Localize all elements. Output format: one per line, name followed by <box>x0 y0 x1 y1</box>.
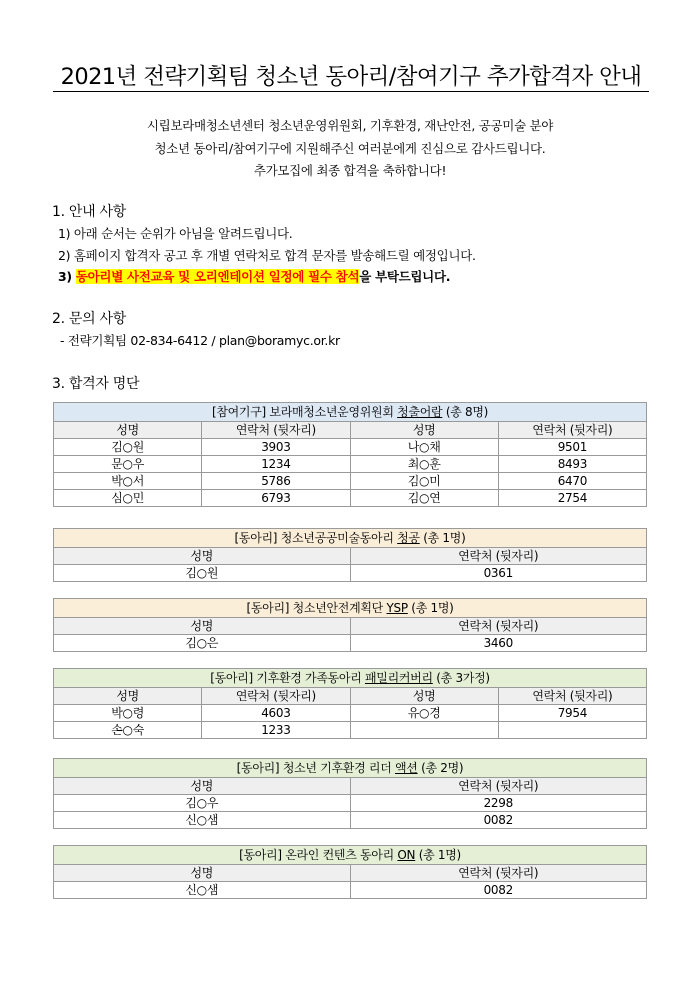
table-caption: [동아리] 기후환경 가족동아리 패밀리커버리 (총 3가정) <box>54 669 647 688</box>
table-row <box>54 882 647 899</box>
contact-cell: 9501 <box>498 439 646 456</box>
column-header-name: 성명 <box>54 778 351 795</box>
section-heading-roster: 3. 합격자 명단 <box>52 376 140 392</box>
roster-table-cheonggong <box>53 528 647 582</box>
notice-item-3-highlight: 동아리별 사전교육 및 오리엔테이션 일정에 필수 참석 <box>75 269 360 284</box>
table-row <box>54 456 647 473</box>
name-cell: 김○우 <box>54 795 351 812</box>
contact-cell: 5786 <box>202 473 350 490</box>
intro-line-1: 시립보라매청소년센터 청소년운영위원회, 기후환경, 재난안전, 공공미술 분야 <box>146 118 554 133</box>
roster-table-familycovery <box>53 668 647 739</box>
contact-cell: 4603 <box>202 705 350 722</box>
column-header-name: 성명 <box>54 422 202 439</box>
roster-table-action <box>53 758 647 829</box>
contact-cell: 3460 <box>350 635 647 652</box>
table-caption: [동아리] 청소년안전계획단 YSP (총 1명) <box>54 599 647 618</box>
notice-item-2: 2) 홈페이지 합격자 공고 후 개별 연락처로 합격 문자를 발송해드릴 예정입니다. <box>58 248 476 263</box>
column-header-contact: 연락처 (뒷자리) <box>350 548 647 565</box>
notice-item-3-suffix: 을 부탁드립니다. <box>359 269 451 284</box>
name-cell: 박○서 <box>54 473 202 490</box>
contact-cell: 1234 <box>202 456 350 473</box>
table-row <box>54 473 647 490</box>
name-cell: 나○채 <box>350 439 498 456</box>
column-header-contact: 연락처 (뒷자리) <box>202 688 350 705</box>
contact-cell <box>498 722 646 739</box>
contact-cell: 0082 <box>350 882 647 899</box>
column-header-contact: 연락처 (뒷자리) <box>350 618 647 635</box>
column-header-name: 성명 <box>350 422 498 439</box>
name-cell: 김○은 <box>54 635 351 652</box>
section-heading-inquiry: 2. 문의 사항 <box>52 311 126 327</box>
roster-table-on <box>53 845 647 899</box>
column-header-contact: 연락처 (뒷자리) <box>202 422 350 439</box>
contact-cell: 2754 <box>498 490 646 507</box>
table-row <box>54 635 647 652</box>
name-cell: 심○민 <box>54 490 202 507</box>
column-header-contact: 연락처 (뒷자리) <box>350 778 647 795</box>
name-cell <box>350 722 498 739</box>
table-row <box>54 439 647 456</box>
table-row <box>54 812 647 829</box>
table-row <box>54 705 647 722</box>
column-header-contact: 연락처 (뒷자리) <box>350 865 647 882</box>
name-cell: 신○샘 <box>54 812 351 829</box>
contact-cell: 2298 <box>350 795 647 812</box>
name-cell: 김○연 <box>350 490 498 507</box>
contact-cell: 8493 <box>498 456 646 473</box>
name-cell: 신○샘 <box>54 882 351 899</box>
contact-cell: 7954 <box>498 705 646 722</box>
column-header-name: 성명 <box>350 688 498 705</box>
contact-info: - 전략기획팀 02-834-6412 / plan@boramyc.or.kr <box>60 333 340 348</box>
roster-table-cheongchuleoram <box>53 402 647 507</box>
name-cell: 김○원 <box>54 565 351 582</box>
contact-cell: 3903 <box>202 439 350 456</box>
contact-cell: 6793 <box>202 490 350 507</box>
notice-item-3-prefix: 3) <box>58 269 76 284</box>
name-cell: 손○숙 <box>54 722 202 739</box>
column-header-name: 성명 <box>54 548 351 565</box>
table-caption: [참여기구] 보라매청소년운영위원회 청출어람 (총 8명) <box>54 403 647 422</box>
contact-cell: 0082 <box>350 812 647 829</box>
table-row <box>54 722 647 739</box>
column-header-name: 성명 <box>54 865 351 882</box>
name-cell: 박○령 <box>54 705 202 722</box>
title-underline <box>53 91 649 92</box>
column-header-name: 성명 <box>54 688 202 705</box>
roster-table-ysp <box>53 598 647 652</box>
contact-cell: 1233 <box>202 722 350 739</box>
name-cell: 김○미 <box>350 473 498 490</box>
notice-item-1: 1) 아래 순서는 순위가 아님을 알려드립니다. <box>58 226 293 241</box>
column-header-name: 성명 <box>54 618 351 635</box>
table-row <box>54 795 647 812</box>
contact-cell: 6470 <box>498 473 646 490</box>
intro-line-3: 추가모집에 최종 합격을 축하합니다! <box>253 163 447 178</box>
name-cell: 유○경 <box>350 705 498 722</box>
name-cell: 최○훈 <box>350 456 498 473</box>
column-header-contact: 연락처 (뒷자리) <box>498 688 646 705</box>
contact-cell: 0361 <box>350 565 647 582</box>
table-caption: [동아리] 온라인 컨텐츠 동아리 ON (총 1명) <box>54 846 647 865</box>
notice-item-3 <box>58 269 450 285</box>
name-cell: 김○원 <box>54 439 202 456</box>
table-caption: [동아리] 청소년 기후환경 리더 액션 (총 2명) <box>54 759 647 778</box>
column-header-contact: 연락처 (뒷자리) <box>498 422 646 439</box>
section-heading-notice: 1. 안내 사항 <box>52 204 126 220</box>
table-row <box>54 565 647 582</box>
intro-line-2: 청소년 동아리/참여기구에 지원해주신 여러분에게 진심으로 감사드립니다. <box>154 141 546 156</box>
document-title: 2021년 전략기획팀 청소년 동아리/참여기구 추가합격자 안내 <box>60 64 642 90</box>
name-cell: 문○우 <box>54 456 202 473</box>
table-row <box>54 490 647 507</box>
table-caption: [동아리] 청소년공공미술동아리 청공 (총 1명) <box>54 529 647 548</box>
